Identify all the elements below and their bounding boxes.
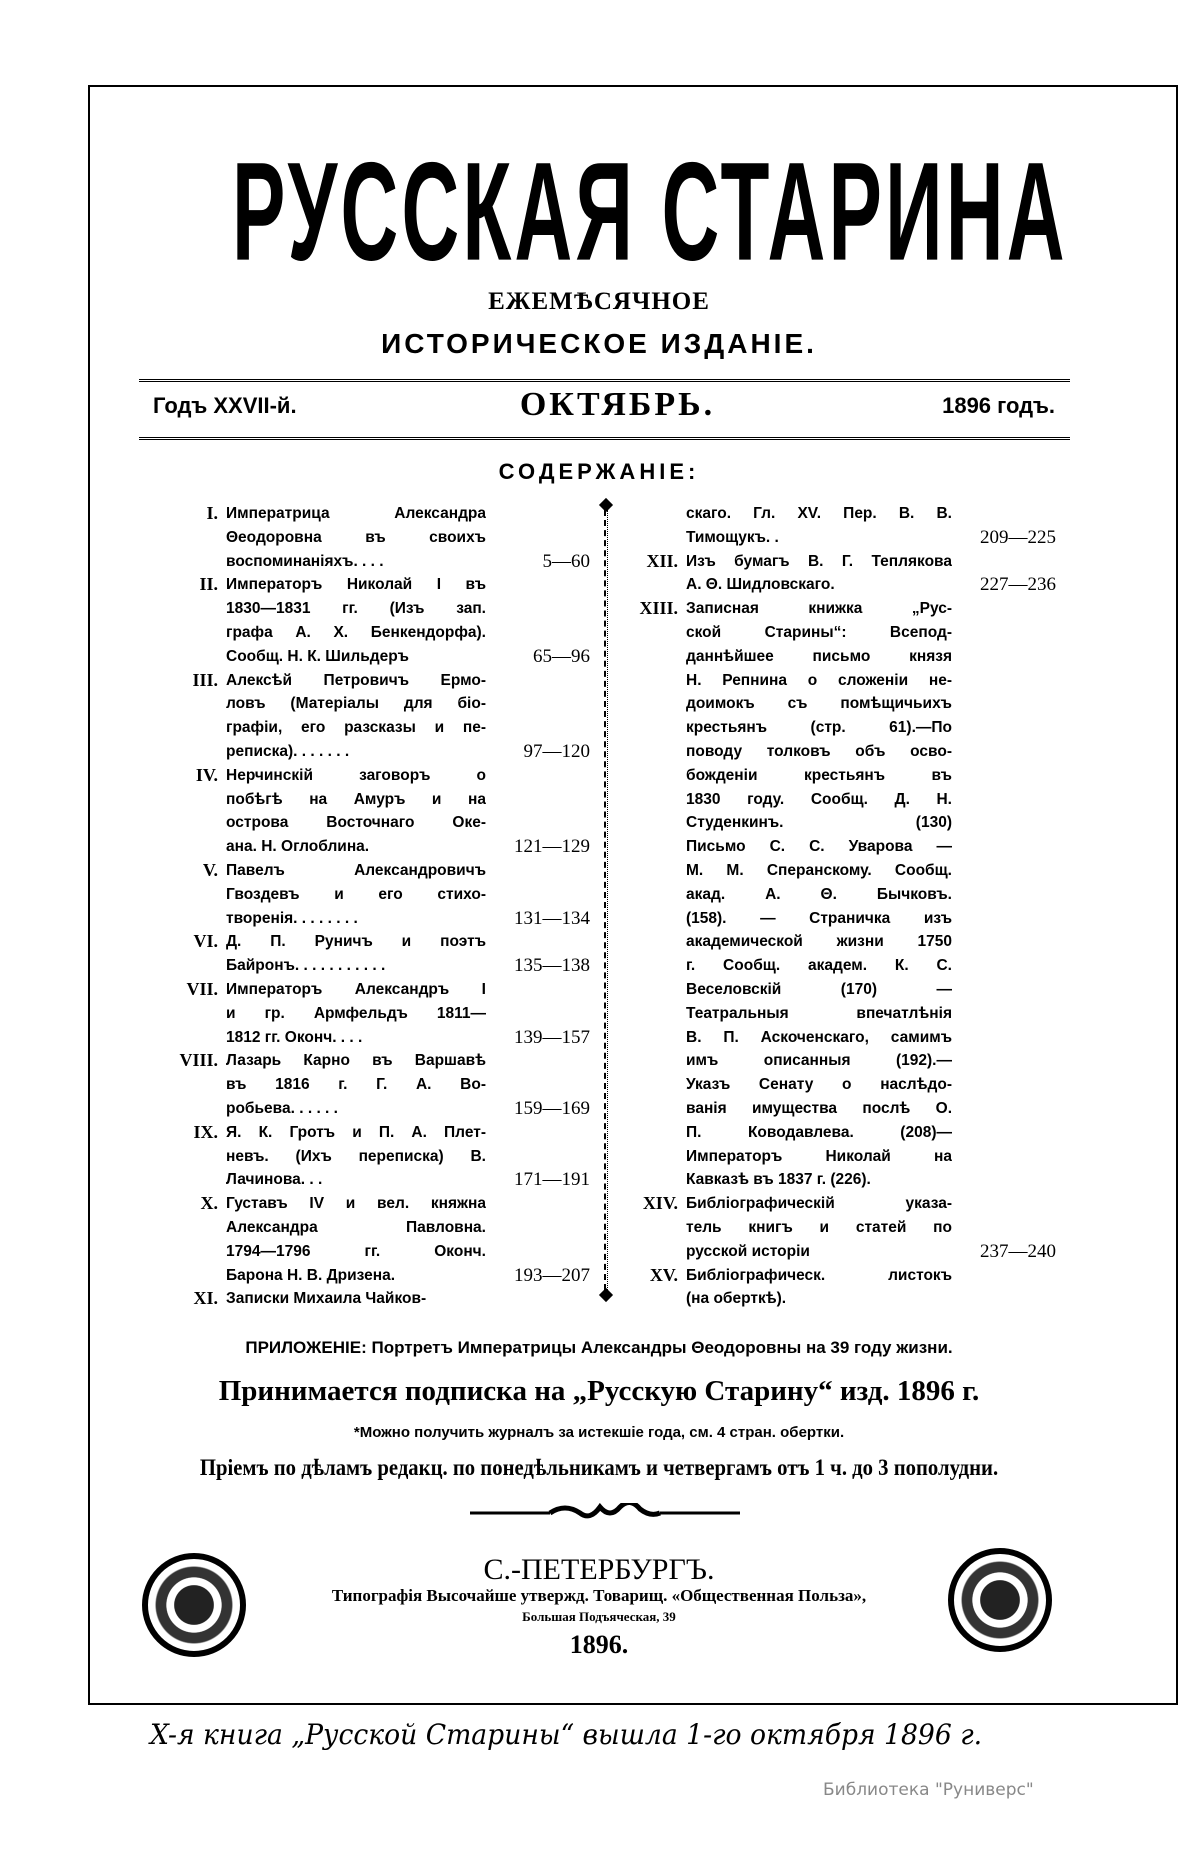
entry-number: IX.	[193, 1121, 218, 1142]
entry-text-line: Императоръ Николай на	[686, 1147, 952, 1165]
entry-text-line: Библіографическ. листокъ	[686, 1266, 952, 1284]
medal-right-icon	[948, 1548, 1052, 1652]
divider-bottom	[139, 437, 1070, 440]
entry-text-line: Лазарь Карно въ Варшавѣ	[226, 1052, 486, 1070]
entry-text-line: ванія имущества послѣ О.	[686, 1099, 952, 1117]
entry-text-line: тель книгъ и статей по	[686, 1218, 952, 1236]
entry-text-line: имъ описанныя (192).—	[686, 1052, 952, 1070]
office-hours: Пріемъ по дѣламъ редакц. по понедѣльникамъ и четвергамъ отъ 1 ч. до 3 пополудни.	[199, 1455, 999, 1480]
entry-pages: 65—96	[533, 645, 590, 667]
entry-number	[624, 502, 686, 550]
entry-pages: 227—236	[980, 574, 1056, 596]
entry-text-line: русской исторіи	[686, 1242, 810, 1260]
entry-number: VIII.	[179, 1050, 218, 1071]
handwritten-note: X-я книга „Русской Старины“ вышла 1-го октября 1896 г.	[150, 1718, 983, 1751]
entry-text-line: Кавказѣ въ 1837 г. (226).	[686, 1171, 871, 1189]
entry-text-line: г. Сообщ. академ. К. С.	[686, 957, 952, 975]
entry-text-line: 1812 гг. Оконч. . . .	[226, 1028, 363, 1046]
entry-text-line: Записки Михаила Чайков-	[226, 1290, 427, 1308]
entry-number: X.	[200, 1193, 218, 1214]
entry-text-line: Я. К. Гротъ и П. А. Плет-	[226, 1123, 486, 1141]
entry-number: VI.	[193, 931, 218, 952]
entry-text-line: Императоръ Александръ I	[226, 980, 486, 998]
entry-text-line: Гвоздевъ и его стихо-	[226, 885, 486, 903]
entry-text-line: академической жизни 1750	[686, 933, 952, 951]
entry-text-line: Густавъ IV и вел. княжна	[226, 1195, 486, 1213]
contents-entry	[164, 1121, 590, 1192]
entry-number: III.	[192, 669, 218, 690]
printer: Типографія Высочайше утвержд. Товарищ. «Общественная Польза»,	[331, 1586, 867, 1605]
entry-text-line: (на оберткѣ).	[686, 1290, 787, 1308]
entry-text-line: П. Ководавлева. (208)—	[686, 1123, 952, 1141]
entry-text-line: Байронъ. . . . . . . . . . .	[226, 957, 386, 975]
contents-entry	[164, 764, 590, 859]
entry-text-line: побѣгѣ на Амуръ и на	[226, 790, 486, 808]
entry-text-line: Библіографическій указа-	[686, 1195, 952, 1213]
entry-text-line: Θеодоровна въ своихъ	[226, 528, 486, 546]
entry-text-line: божденіи крестьянъ въ	[686, 766, 952, 784]
entry-text-line: ана. Н. Оглоблина.	[226, 838, 370, 856]
entry-text-line: В. П. Аскоченскаго, самимъ	[686, 1028, 952, 1046]
entry-text-line: 1794—1796 гг. Оконч.	[226, 1242, 486, 1260]
supplement-note: ПРИЛОЖЕНІЕ: Портретъ Императрицы Александры Θеодоровны на 39 году жизни.	[245, 1338, 953, 1357]
entry-text-line: невъ. (Ихъ переписка) В.	[226, 1147, 486, 1165]
entry-text-line: 1830—1831 гг. (Изъ зап.	[226, 600, 486, 618]
contents-entry	[624, 597, 1056, 1192]
entry-text-line: доимокъ съ помѣщичьихъ	[686, 695, 952, 713]
entry-text-line: Веселовскій (170) —	[686, 980, 952, 998]
entry-text-line: Студенкинъ. (130)	[686, 814, 952, 832]
contents-entry	[164, 1192, 590, 1287]
contents-entry	[164, 1287, 590, 1311]
entry-text-line: ской Старины“: Всепод-	[686, 623, 952, 641]
entry-text-line: графа А. Х. Бенкендорфа).	[226, 623, 486, 641]
entry-pages: 121—129	[514, 836, 590, 858]
entry-number: I.	[206, 503, 218, 523]
ornament-icon	[470, 1503, 740, 1523]
column-divider	[604, 510, 608, 1290]
entry-pages: 131—134	[514, 907, 590, 929]
entry-text-line: Тимощукъ. .	[686, 528, 779, 546]
back-issues-note: *Можно получить журналъ за истекшіе года, см. 4 стран. обертки.	[353, 1424, 845, 1441]
subscription-notice: Принимается подписка на „Русскую Старину“ изд. 1896 г.	[218, 1375, 980, 1407]
contents-entry	[164, 1049, 590, 1120]
entry-text-line: Барона Н. В. Дризена.	[226, 1266, 396, 1284]
contents-right-column	[624, 502, 1056, 1311]
entry-pages: 171—191	[514, 1169, 590, 1191]
subtitle-monthly: ЕЖЕМѢСЯЧНОЕ	[488, 288, 710, 315]
entry-number: XIII.	[639, 598, 678, 619]
entry-text-line: воспоминаніяхъ. . . .	[226, 552, 384, 570]
contents-left-column	[164, 502, 590, 1311]
contents-entry	[164, 859, 590, 930]
entry-pages: 5—60	[542, 550, 590, 572]
entry-text-line: Лачинова. . .	[226, 1171, 323, 1189]
entry-text-line: (158). — Страничка изъ	[686, 909, 952, 927]
entry-text-line: Алексѣй Петровичъ Ермо-	[226, 671, 486, 689]
entry-text-line: Павелъ Александровичъ	[226, 861, 486, 879]
contents-heading: СОДЕРЖАНІЕ:	[498, 459, 700, 484]
entry-number: VII.	[186, 978, 218, 999]
entry-text-line: Д. П. Руничъ и поэтъ	[226, 933, 486, 951]
entry-text-line: крестьянъ (стр. 61).—По	[686, 719, 952, 737]
entry-number: XI.	[193, 1288, 218, 1309]
entry-text-line: Изъ бумагъ В. Г. Теплякова	[686, 552, 952, 570]
entry-text-line: робьева. . . . . .	[226, 1099, 338, 1117]
entry-text-line: А. Θ. Шидловскаго.	[686, 576, 835, 594]
publication-year: 1896.	[569, 1630, 629, 1659]
entry-text-line: острова Восточнаго Оке-	[226, 814, 486, 832]
entry-text-line: поводу толковъ объ осво-	[686, 742, 952, 760]
issue-year: 1896 годъ.	[942, 393, 1055, 418]
contents-entry	[164, 978, 590, 1049]
entry-number: V.	[202, 859, 218, 880]
entry-text-line: творенія. . . . . . . .	[226, 909, 358, 927]
entry-pages: 135—138	[514, 955, 590, 977]
divider-top	[139, 379, 1070, 382]
entry-number: IV.	[195, 764, 218, 785]
entry-text-line: и гр. Армфельдъ 1811—	[226, 1004, 486, 1022]
entry-text-line: Императоръ Николай I въ	[226, 576, 486, 594]
entry-text-line: Александра Павловна.	[226, 1218, 486, 1236]
contents-entry	[164, 573, 590, 668]
year-label: Годъ XXVII-й.	[153, 393, 297, 418]
entry-text-line: акад. А. Θ. Бычковъ.	[686, 885, 952, 903]
entry-text-line: Сообщ. Н. К. Шильдеръ	[226, 647, 409, 665]
entry-text-line: Записная книжка „Рус-	[686, 600, 952, 618]
issue-month: ОКТЯБРЬ.	[519, 386, 716, 423]
entry-text-line: 1830 году. Сообщ. Д. Н.	[686, 790, 952, 808]
entry-text-line: Императрица Александра	[226, 505, 486, 522]
entry-text-line: даннѣйшее письмо князя	[686, 647, 952, 665]
contents-entry	[624, 1192, 1056, 1263]
entry-text-line: графіи, его разсказы и пе-	[226, 719, 486, 737]
entry-pages: 159—169	[514, 1097, 590, 1119]
entry-number: XIV.	[642, 1193, 678, 1214]
entry-text-line: въ 1816 г. Г. А. Во-	[226, 1076, 486, 1094]
entry-text-line: Нерчинскій заговоръ о	[226, 766, 486, 784]
contents-entry	[164, 930, 590, 978]
entry-text-line: М. М. Сперанскому. Сообщ.	[686, 861, 952, 879]
entry-pages: 139—157	[514, 1026, 590, 1048]
entry-text-line: ловъ (Матеріалы для біо-	[226, 695, 486, 713]
subtitle-historical: ИСТОРИЧЕСКОЕ ИЗДАНІЕ.	[381, 328, 817, 359]
entry-number: XV.	[649, 1264, 678, 1285]
entry-number: XII.	[646, 550, 678, 571]
entry-text-line: Театральныя впечатлѣнія	[686, 1004, 952, 1022]
entry-pages: 237—240	[980, 1240, 1056, 1262]
journal-title: РУССКАЯ СТАРИНА	[232, 133, 1068, 291]
entry-pages: 209—225	[980, 526, 1056, 548]
contents-entry	[164, 502, 590, 573]
entry-pages: 193—207	[514, 1264, 590, 1286]
library-watermark: Библиотека "Руниверс"	[823, 1780, 1034, 1800]
medal-left-icon	[142, 1553, 246, 1657]
entry-text-line: скаго. Гл. XV. Пер. В. В.	[686, 505, 952, 522]
contents-entry	[164, 669, 590, 764]
contents-entry	[624, 1264, 1056, 1312]
printer-address: Большая Подъяческая, 39	[522, 1609, 676, 1624]
contents-entry	[624, 502, 1056, 550]
city: С.-ПЕТЕРБУРГЪ.	[483, 1553, 715, 1586]
entry-text-line: Письмо С. С. Уварова —	[686, 838, 952, 856]
entry-text-line: Н. Репнина о сложеніи не-	[686, 671, 952, 689]
entry-number: II.	[199, 574, 218, 595]
contents-entry	[624, 550, 1056, 598]
entry-text-line: реписка). . . . . . .	[226, 742, 350, 760]
entry-pages: 97—120	[523, 740, 590, 762]
entry-text-line: Указъ Сенату о наслѣдо-	[686, 1076, 952, 1094]
